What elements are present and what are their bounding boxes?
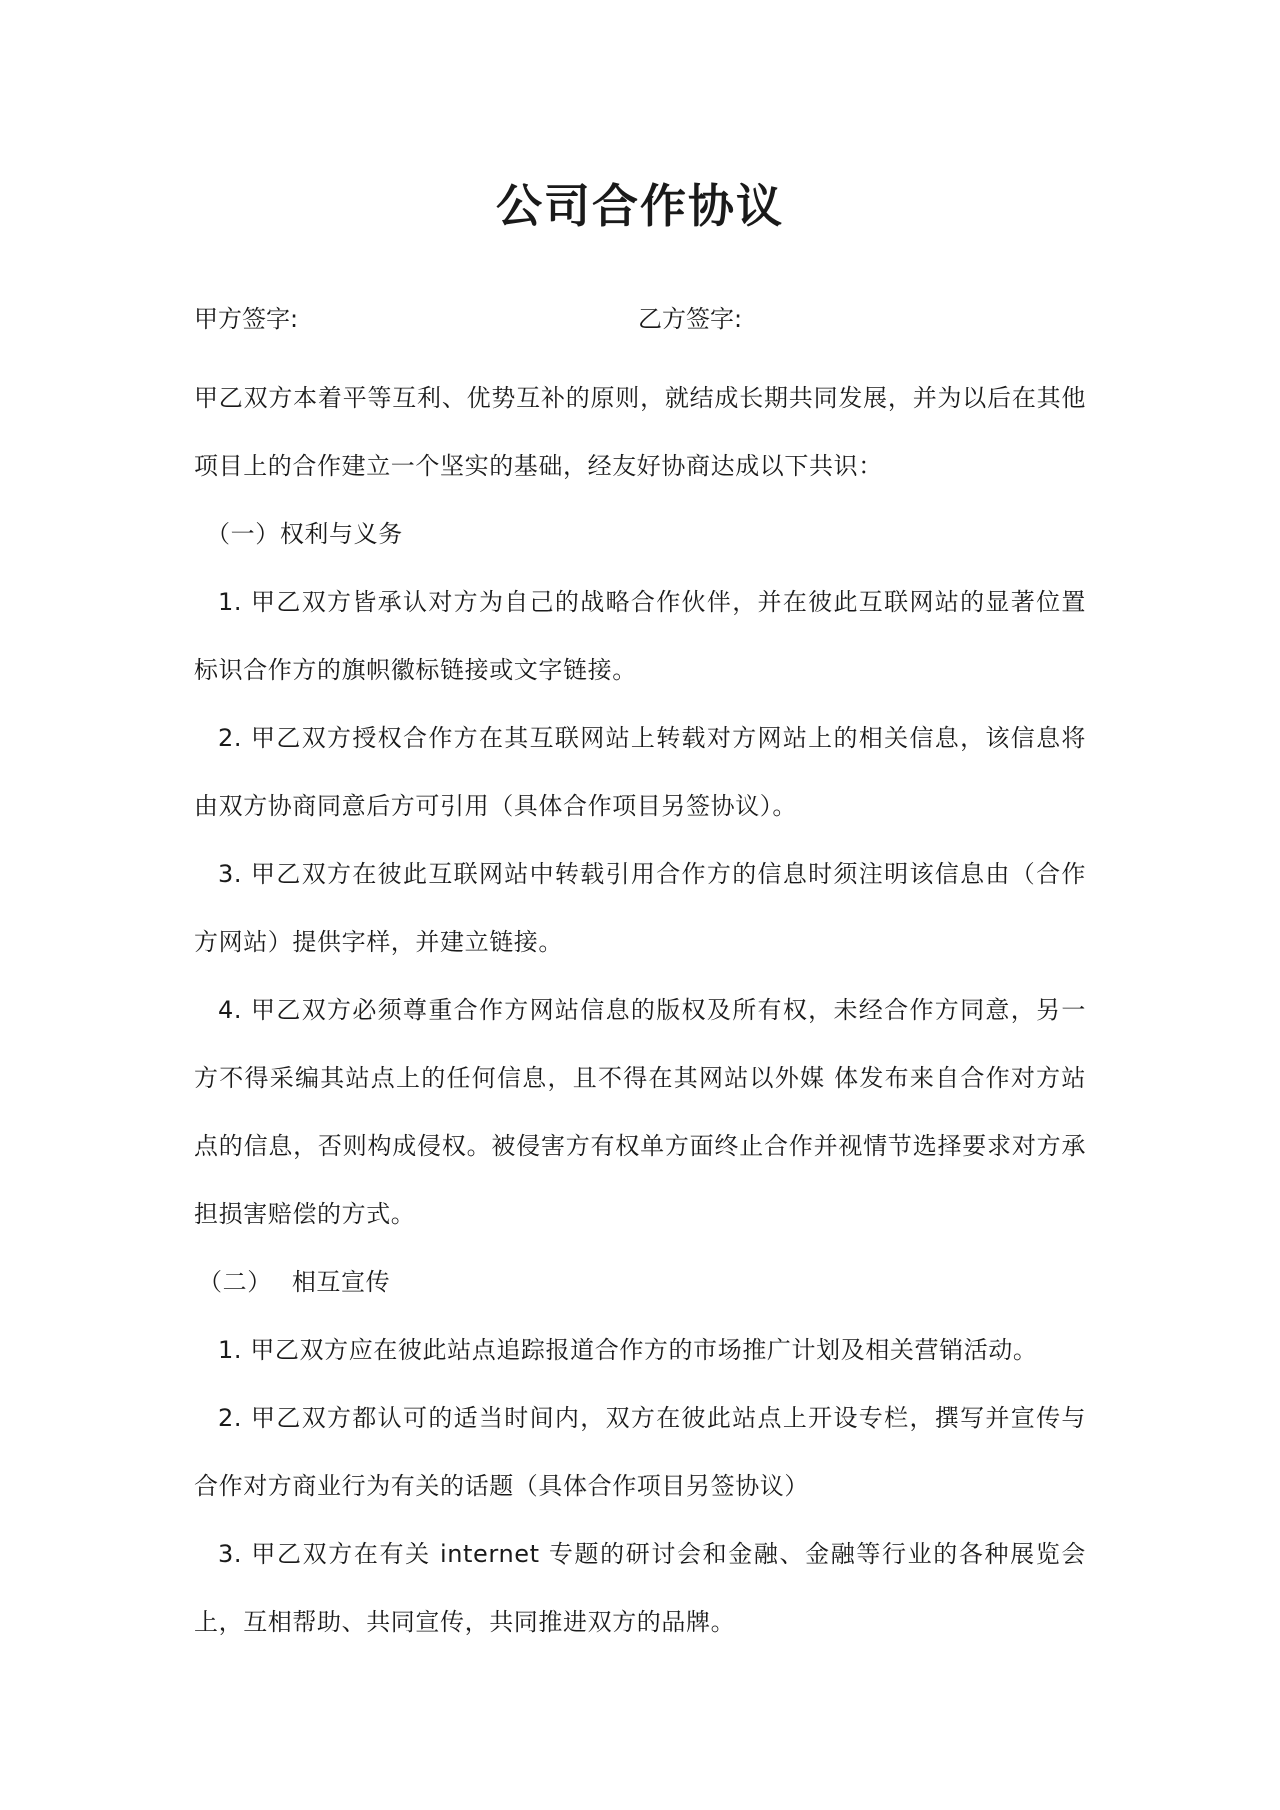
section-heading-promotion xyxy=(194,1248,1086,1316)
section-number: （二） xyxy=(198,1268,272,1296)
clause-1-1: 1. 甲乙双方皆承认对方为自己的战略合作伙伴，并在彼此互联网站的显著位置标识合作方的旗帜徽标链接或文字链接。 xyxy=(194,588,1086,684)
clause-2-3: 3. 甲乙双方在有关 internet 专题的研讨会和金融、金融等行业的各种展览会上，互相帮助、共同宣传，共同推进双方的品牌。 xyxy=(194,1540,1086,1636)
document-title: 公司合作协议 xyxy=(496,179,784,233)
clause-1-2: 2. 甲乙双方授权合作方在其互联网站上转载对方网站上的相关信息，该信息将由双方协商同意后方可引用（具体合作项目另签协议）。 xyxy=(194,724,1086,820)
party-a-signature-label: 甲方签字: xyxy=(194,305,299,333)
section-heading-rights xyxy=(194,500,1086,568)
party-b-signature-label: 乙方签字: xyxy=(638,305,743,333)
agreement-body xyxy=(194,364,1086,1656)
section-number: （一） xyxy=(206,520,280,548)
intro-paragraph: 甲乙双方本着平等互利、优势互补的原则，就结成长期共同发展，并为以后在其他项目上的合作建立一个坚实的基础，经友好协商达成以下共识： xyxy=(194,384,1086,480)
section-title: 相互宣传 xyxy=(291,1268,391,1296)
clause-1-3: 3. 甲乙双方在彼此互联网站中转载引用合作方的信息时须注明该信息由（合作方网站）提供字样，并建立链接。 xyxy=(194,860,1086,956)
clause-2-2: 2. 甲乙双方都认可的适当时间内，双方在彼此站点上开设专栏，撰写并宣传与合作对方商业行为有关的话题（具体合作项目另签协议） xyxy=(194,1404,1086,1500)
clause-1-4: 4. 甲乙双方必须尊重合作方网站信息的版权及所有权，未经合作方同意，另一方不得采编其站点上的任何信息，且不得在其网站以外媒 体发布来自合作对方站点的信息，否则构成侵权。被侵害方有权单方面终止合作并视情节选择要求对方承担损害赔偿的方式。 xyxy=(194,996,1086,1228)
section-title: 权利与义务 xyxy=(279,520,403,548)
clause-2-1: 1. 甲乙双方应在彼此站点追踪报道合作方的市场推广计划及相关营销活动。 xyxy=(218,1336,1038,1364)
